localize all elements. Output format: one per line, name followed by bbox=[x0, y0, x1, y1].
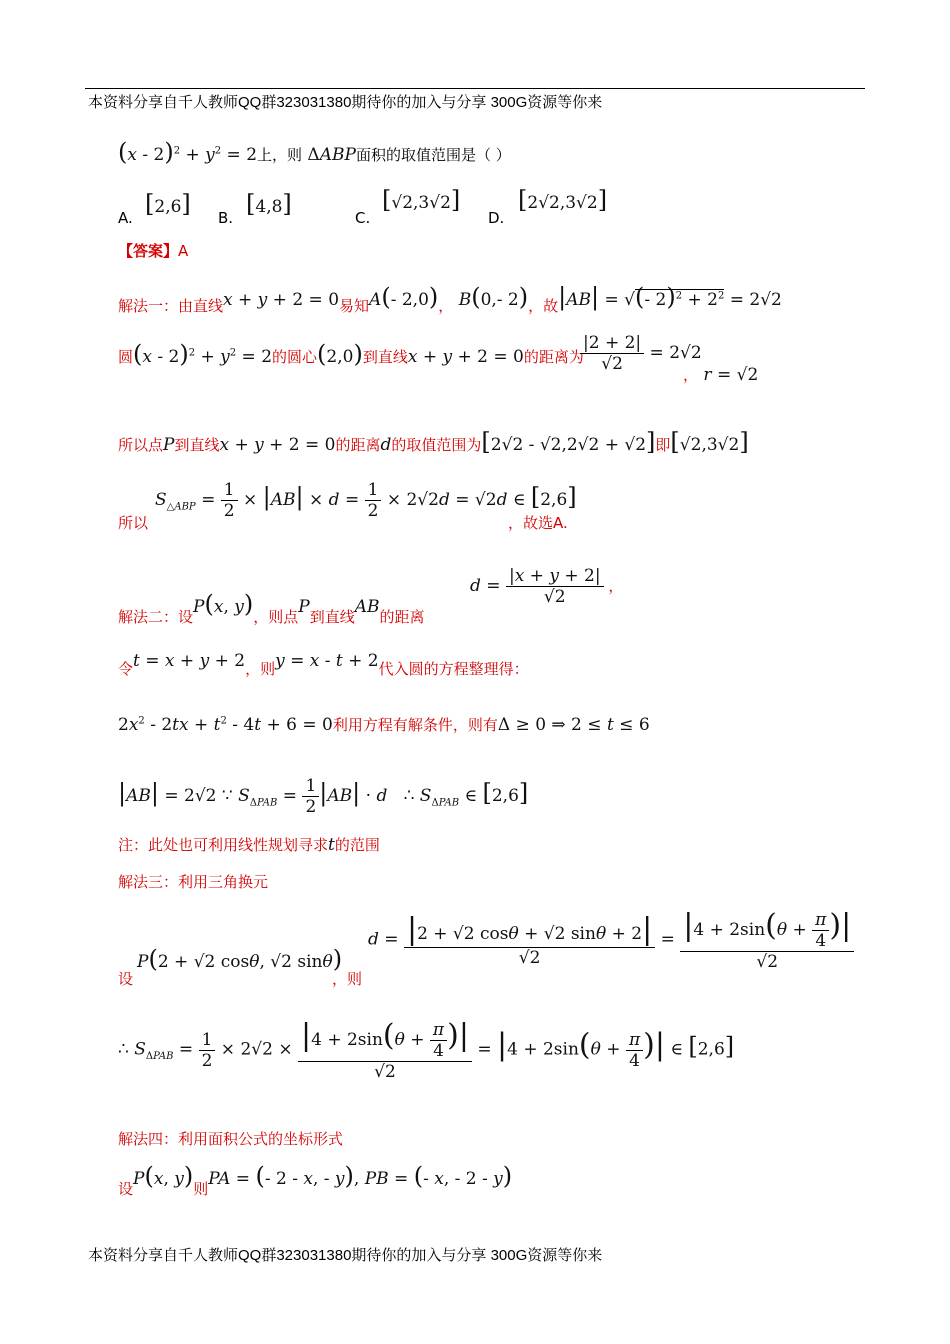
answer-label: 【答案】 bbox=[118, 242, 179, 260]
d-range: [2√2 - √2,2√2 + √2] bbox=[481, 428, 656, 456]
stem-text-2: 面积的取值范围是（ ） bbox=[355, 146, 511, 164]
sol1-center: 的圆心 bbox=[272, 348, 318, 366]
radius: ， r = √2 bbox=[683, 365, 759, 385]
sol4-line bbox=[118, 1162, 512, 1199]
option-d-label: D. bbox=[488, 209, 505, 227]
sol1-dist-d: 的距离 bbox=[335, 436, 381, 454]
sol1-choose bbox=[508, 512, 568, 533]
sol2-sub: 代入圆的方程整理得： bbox=[378, 660, 529, 678]
var-p: P bbox=[163, 435, 175, 455]
ab-length: |AB| = √(- $2)^2 + 2^2 = 2√2$ bbox=[558, 283, 782, 311]
sol4-ze: 则 bbox=[193, 1180, 209, 1198]
center-distance-frac: $\frac{|2 + 2|}{√2}$ = 2√2 bbox=[580, 333, 702, 374]
sol2-point: ，则点 bbox=[253, 608, 299, 626]
sol3-distance: d = $\frac{|2 + √2 \cos\theta + √2 \sin\theta + 2|}{√2}$ = |4 + 2sin(θ + $\frac{\pi}{4}$ )| √2 bbox=[368, 908, 854, 972]
sol1-toline: 到直线 bbox=[362, 348, 408, 366]
sol2-line2 bbox=[118, 651, 529, 679]
sol1-range-is: 的取值范围为 bbox=[391, 436, 482, 454]
line-equation-2: x + y + 2 = 0 bbox=[407, 347, 524, 367]
t-def: t = x + y + 2 bbox=[133, 651, 246, 671]
sol1-toline2: 到直线 bbox=[174, 436, 220, 454]
page-footer: 本资料分享自千人教师QQ群323031380期待你的加入与分享 300G资源等你来 bbox=[88, 1247, 603, 1264]
sol2-ling: 令 bbox=[118, 660, 134, 678]
sol2-area: |AB| = 2√2 ∵ $S_{\Delta PAB}$ = $\frac{1}{2}$ |AB| · d ∴ $S_{\Delta PAB}$ ∈ [2,6] bbox=[118, 776, 529, 817]
sol1-circle: 圆 bbox=[118, 348, 134, 366]
sol3-ze: ，则 bbox=[332, 970, 363, 988]
point-pxy: P(x, y) bbox=[193, 590, 254, 618]
sol2-toline: 到直线 bbox=[309, 608, 355, 626]
var-d: d bbox=[380, 435, 392, 455]
d-range-simplified: [√2,3√2] bbox=[670, 428, 749, 456]
sol1-point-p: 所以点 bbox=[118, 436, 164, 454]
sol4-point: P(x, y) bbox=[133, 1162, 194, 1190]
option-b-value: [4,8] bbox=[246, 190, 292, 218]
var-ab: AB bbox=[354, 597, 380, 617]
line-equation-3: x + y + 2 = 0 bbox=[219, 435, 336, 455]
sol1-easy: 易知 bbox=[339, 297, 370, 315]
distance-formula-2: d = $\frac{|x + y + 2|}{√2}$ ， bbox=[470, 566, 624, 607]
sol2-intro: 解法二：设 bbox=[118, 608, 194, 626]
sol3-area: ∴ $S_{\Delta PAB}$ = $\frac{1}{2}$ × 2√2 × |4 + 2sin(θ + $\frac{\pi}{4}$ )| √2 = |4 + 2sin(θ + $\frac{\pi}{4}$ )| ∈ [2,6] bbox=[118, 1018, 735, 1082]
sol3-she: 设 bbox=[118, 970, 134, 988]
sol1-so: ，故 bbox=[528, 297, 559, 315]
line-equation: x + y + 2 = 0 bbox=[223, 290, 340, 310]
var-p-2: P bbox=[298, 597, 310, 617]
sol3-title: 解法三：利用三角换元 bbox=[118, 873, 269, 891]
point-b: B(0,- 2) bbox=[458, 283, 529, 311]
sol1-line2 bbox=[118, 340, 584, 368]
var-t: t bbox=[328, 835, 335, 855]
answer-value: A bbox=[178, 242, 189, 260]
sol4-she: 设 bbox=[118, 1180, 134, 1198]
stem-text: 上，则 bbox=[257, 146, 303, 164]
option-a-label: A. bbox=[118, 209, 133, 227]
sol2-ze: ，则 bbox=[245, 660, 276, 678]
quadratic-eq: $2x^2 - 2tx + t^2 - 4t + 6 = 0$ bbox=[118, 715, 333, 735]
sol1-choose-ans: A. bbox=[553, 514, 568, 532]
sol3-point: P(2 + √2 cosθ, √2 sinθ) bbox=[137, 945, 343, 973]
sol2-note bbox=[118, 834, 380, 855]
header-rule bbox=[85, 88, 865, 89]
sol1-intro: 解法一：由直线 bbox=[118, 297, 224, 315]
sol1-line3 bbox=[118, 428, 749, 456]
circle-eq-2: $(x - 2)^2 + y^2 = 2$ bbox=[133, 340, 273, 368]
sol2-line3 bbox=[118, 714, 650, 735]
sol1-comma: ， bbox=[438, 297, 454, 315]
sol4-title: 解法四：利用面积公式的坐标形式 bbox=[118, 1130, 344, 1148]
option-a-value: [2,6] bbox=[145, 190, 191, 218]
center-point: (2,0) bbox=[317, 340, 363, 368]
y-expr: y = x - t + 2 bbox=[275, 651, 379, 671]
triangle-abp: ΔABP bbox=[302, 145, 356, 165]
option-c-value: [√2,3√2] bbox=[382, 186, 461, 214]
area-formula-1: $S_{\triangle ABP}$ = $\frac{1}{2}$ × |AB| × d = $\frac{1}{2}$ × 2√2d = √2d ∈ [2,6] bbox=[155, 480, 577, 521]
sol1-ji: 即 bbox=[655, 436, 671, 454]
point-a: A(- 2,0) bbox=[369, 283, 439, 311]
sol2-dist: 的距离 bbox=[379, 608, 425, 626]
sol1-distance-is: 的距离为 bbox=[523, 348, 584, 366]
sol1-line1 bbox=[118, 283, 782, 316]
sol1-choose-text: ，故选 bbox=[508, 514, 554, 532]
answer-line bbox=[118, 240, 188, 261]
page-header: 本资料分享自千人教师QQ群323031380期待你的加入与分享 300G资源等你来 bbox=[88, 94, 603, 111]
sol2-note-text2: 的范围 bbox=[334, 836, 380, 854]
sol1-suoyi: 所以 bbox=[118, 514, 149, 532]
option-b-label: B. bbox=[218, 209, 234, 227]
question-stem bbox=[118, 138, 511, 166]
sol2-cond: 利用方程有解条件，则有 bbox=[332, 716, 498, 734]
option-c-label: C. bbox=[355, 209, 371, 227]
sol4-vectors: PA = (- 2 - x, - y), PB = (- x, - 2 - y) bbox=[208, 1162, 513, 1190]
sol2-line1 bbox=[118, 590, 425, 627]
sol2-note-text: 注：此处也可利用线性规划寻求 bbox=[118, 836, 329, 854]
circle-equation: $(x - 2)^2 + y^2 = 2$ bbox=[118, 138, 258, 166]
discriminant: Δ ≥ 0 ⇒ 2 ≤ t ≤ 6 bbox=[497, 715, 650, 735]
option-d-value: [2√2,3√2] bbox=[518, 186, 608, 214]
